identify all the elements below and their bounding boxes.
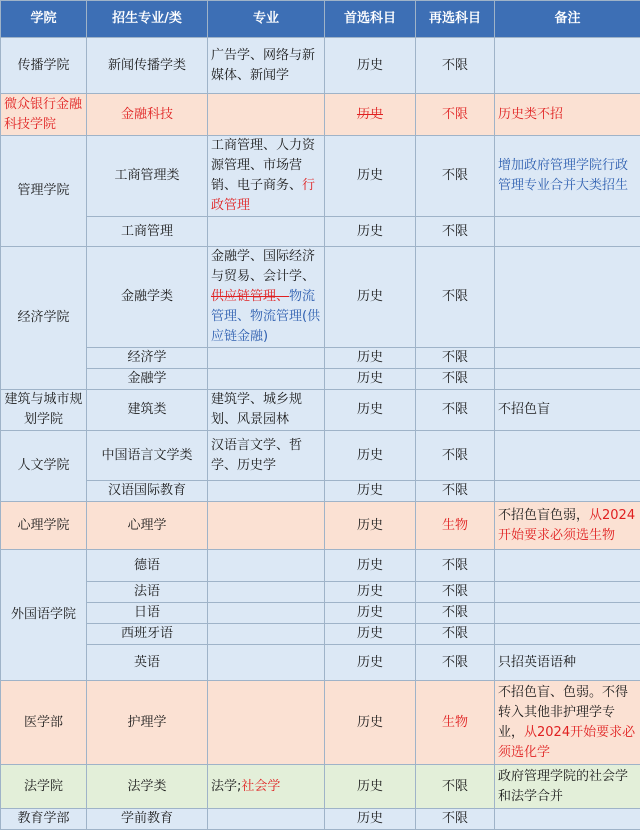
note-cell bbox=[495, 809, 640, 830]
table-row bbox=[1, 481, 640, 502]
majors-cell bbox=[208, 481, 325, 502]
majors-cell bbox=[208, 582, 325, 603]
first-subject-cell: 历史 bbox=[325, 369, 416, 390]
first-subject-cell: 历史 bbox=[325, 624, 416, 645]
note-cell bbox=[495, 348, 640, 369]
college-cell: 管理学院 bbox=[1, 136, 87, 247]
first-subject-cell: 历史 bbox=[325, 38, 416, 94]
major-class-cell: 心理学 bbox=[87, 502, 208, 550]
table-row bbox=[1, 681, 640, 765]
table-row bbox=[1, 582, 640, 603]
college-cell: 法学院 bbox=[1, 765, 87, 809]
majors-cell bbox=[208, 348, 325, 369]
table-row bbox=[1, 94, 640, 136]
table-row bbox=[1, 765, 640, 809]
header-major-class: 招生专业/类 bbox=[87, 1, 208, 38]
college-cell: 医学部 bbox=[1, 681, 87, 765]
majors-text-removed: 供应链管理、 bbox=[211, 289, 289, 304]
table-row bbox=[1, 431, 640, 481]
table-row bbox=[1, 550, 640, 582]
table-row bbox=[1, 38, 640, 94]
first-subject-cell: 历史 bbox=[325, 765, 416, 809]
second-subject-cell: 不限 bbox=[416, 624, 495, 645]
header-second-subject: 再选科目 bbox=[416, 1, 495, 38]
majors-cell bbox=[208, 136, 325, 217]
second-subject-cell: 不限 bbox=[416, 765, 495, 809]
table-row bbox=[1, 247, 640, 348]
major-class-cell: 金融学 bbox=[87, 369, 208, 390]
college-cell: 经济学院 bbox=[1, 247, 87, 390]
majors-cell bbox=[208, 247, 325, 348]
first-subject-cell: 历史 bbox=[325, 94, 416, 136]
majors-cell: 广告学、网络与新媒体、新闻学 bbox=[208, 38, 325, 94]
note-cell bbox=[495, 603, 640, 624]
note-cell bbox=[495, 681, 640, 765]
note-text: 不招色盲色弱， bbox=[498, 508, 589, 523]
college-cell: 心理学院 bbox=[1, 502, 87, 550]
major-class-cell: 德语 bbox=[87, 550, 208, 582]
major-class-cell: 工商管理类 bbox=[87, 136, 208, 217]
second-subject-cell: 不限 bbox=[416, 550, 495, 582]
table-row bbox=[1, 624, 640, 645]
majors-cell bbox=[208, 217, 325, 247]
note-cell bbox=[495, 481, 640, 502]
first-subject-cell: 历史 bbox=[325, 217, 416, 247]
note-cell bbox=[495, 624, 640, 645]
note-cell: 不招色盲 bbox=[495, 390, 640, 431]
header-major: 专业 bbox=[208, 1, 325, 38]
second-subject-cell: 不限 bbox=[416, 645, 495, 681]
table-row bbox=[1, 136, 640, 217]
second-subject-cell: 不限 bbox=[416, 217, 495, 247]
major-class-cell: 新闻传播学类 bbox=[87, 38, 208, 94]
major-class-cell: 学前教育 bbox=[87, 809, 208, 830]
note-cell bbox=[495, 369, 640, 390]
major-class-cell: 英语 bbox=[87, 645, 208, 681]
table-row bbox=[1, 645, 640, 681]
second-subject-cell: 生物 bbox=[416, 502, 495, 550]
college-cell: 微众银行金融科技学院 bbox=[1, 94, 87, 136]
majors-cell bbox=[208, 681, 325, 765]
college-cell: 建筑与城市规划学院 bbox=[1, 390, 87, 431]
first-subject-cell: 历史 bbox=[325, 809, 416, 830]
second-subject-cell: 不限 bbox=[416, 94, 495, 136]
major-class-cell: 汉语国际教育 bbox=[87, 481, 208, 502]
note-cell bbox=[495, 38, 640, 94]
table-row bbox=[1, 348, 640, 369]
majors-cell bbox=[208, 94, 325, 136]
major-class-cell: 法学类 bbox=[87, 765, 208, 809]
table-row bbox=[1, 217, 640, 247]
second-subject-cell: 不限 bbox=[416, 369, 495, 390]
first-subject-cell: 历史 bbox=[325, 136, 416, 217]
second-subject-cell: 不限 bbox=[416, 38, 495, 94]
note-cell: 政府管理学院的社会学和法学合并 bbox=[495, 765, 640, 809]
first-subject-cell: 历史 bbox=[325, 348, 416, 369]
college-cell: 外国语学院 bbox=[1, 550, 87, 681]
major-class-cell: 工商管理 bbox=[87, 217, 208, 247]
header-row bbox=[1, 1, 640, 38]
note-cell bbox=[495, 550, 640, 582]
majors-cell bbox=[208, 624, 325, 645]
majors-cell bbox=[208, 765, 325, 809]
note-cell bbox=[495, 247, 640, 348]
majors-text: 金融学、国际经济与贸易、会计学、 bbox=[211, 249, 315, 284]
table-row bbox=[1, 809, 640, 830]
table-row bbox=[1, 390, 640, 431]
first-subject-cell: 历史 bbox=[325, 681, 416, 765]
second-subject-cell: 不限 bbox=[416, 136, 495, 217]
major-class-cell: 金融学类 bbox=[87, 247, 208, 348]
major-class-cell: 护理学 bbox=[87, 681, 208, 765]
majors-text-highlight: 社会学 bbox=[241, 779, 280, 794]
second-subject-cell: 不限 bbox=[416, 603, 495, 624]
major-class-cell: 中国语言文学类 bbox=[87, 431, 208, 481]
note-cell bbox=[495, 502, 640, 550]
note-cell: 增加政府管理学院行政管理专业合并大类招生 bbox=[495, 136, 640, 217]
first-subject-cell: 历史 bbox=[325, 645, 416, 681]
note-text: 不招色盲、色弱。不得转入其他非护理学专业， bbox=[498, 685, 628, 740]
note-cell bbox=[495, 431, 640, 481]
college-cell: 教育学部 bbox=[1, 809, 87, 830]
first-subject-cell: 历史 bbox=[325, 603, 416, 624]
first-subject-cell: 历史 bbox=[325, 502, 416, 550]
first-subject-cell: 历史 bbox=[325, 582, 416, 603]
header-first-subject: 首选科目 bbox=[325, 1, 416, 38]
majors-cell bbox=[208, 550, 325, 582]
majors-text: 工商管理、人力资源管理、市场营销、电子商务、 bbox=[211, 138, 315, 193]
second-subject-cell: 不限 bbox=[416, 247, 495, 348]
majors-text-highlight: 行政管理 bbox=[211, 178, 315, 213]
major-class-cell: 日语 bbox=[87, 603, 208, 624]
first-subject-cell: 历史 bbox=[325, 550, 416, 582]
college-cell: 人文学院 bbox=[1, 431, 87, 502]
major-class-cell: 法语 bbox=[87, 582, 208, 603]
second-subject-cell: 不限 bbox=[416, 431, 495, 481]
majors-cell bbox=[208, 645, 325, 681]
second-subject-cell: 不限 bbox=[416, 481, 495, 502]
majors-cell bbox=[208, 809, 325, 830]
note-text-highlight: 从2024开始要求必须选化学 bbox=[498, 725, 635, 760]
majors-text: 法学; bbox=[211, 779, 241, 794]
second-subject-cell: 不限 bbox=[416, 582, 495, 603]
note-cell: 历史类不招 bbox=[495, 94, 640, 136]
second-subject-cell: 生物 bbox=[416, 681, 495, 765]
majors-cell bbox=[208, 603, 325, 624]
majors-cell: 建筑学、城乡规划、风景园林 bbox=[208, 390, 325, 431]
first-subject-cell: 历史 bbox=[325, 481, 416, 502]
table-row bbox=[1, 603, 640, 624]
note-cell: 只招英语语种 bbox=[495, 645, 640, 681]
majors-cell bbox=[208, 502, 325, 550]
second-subject-cell: 不限 bbox=[416, 809, 495, 830]
table-row bbox=[1, 502, 640, 550]
first-subject-cell: 历史 bbox=[325, 431, 416, 481]
majors-cell bbox=[208, 369, 325, 390]
note-cell bbox=[495, 217, 640, 247]
note-text-highlight: 从2024开始要求必须选生物 bbox=[498, 508, 635, 543]
first-subject-cell: 历史 bbox=[325, 390, 416, 431]
majors-cell: 汉语言文学、哲学、历史学 bbox=[208, 431, 325, 481]
major-class-cell: 建筑类 bbox=[87, 390, 208, 431]
second-subject-cell: 不限 bbox=[416, 390, 495, 431]
note-cell bbox=[495, 582, 640, 603]
header-college: 学院 bbox=[1, 1, 87, 38]
major-class-cell: 经济学 bbox=[87, 348, 208, 369]
table-row bbox=[1, 369, 640, 390]
major-class-cell: 金融科技 bbox=[87, 94, 208, 136]
second-subject-cell: 不限 bbox=[416, 348, 495, 369]
college-cell: 传播学院 bbox=[1, 38, 87, 94]
major-class-cell: 西班牙语 bbox=[87, 624, 208, 645]
first-subject-cell: 历史 bbox=[325, 247, 416, 348]
header-note: 备注 bbox=[495, 1, 640, 38]
majors-text-added: 物流管理、物流管理(供应链金融) bbox=[211, 289, 320, 344]
